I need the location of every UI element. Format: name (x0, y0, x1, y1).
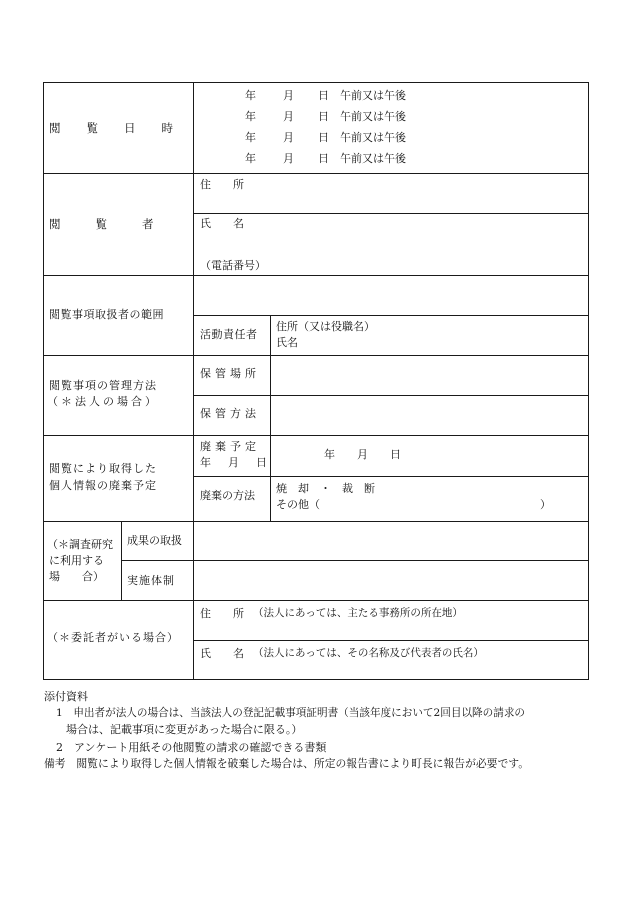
row-divider-handler-top (193, 315, 589, 316)
viewing-datetime-label: 閲 覧 日 時 (49, 121, 174, 135)
disposal-option-other: その他（ (276, 498, 320, 511)
row-divider-disposal-date (193, 476, 589, 477)
viewing-datetime-row (43, 110, 589, 130)
day-label: 日 (318, 110, 329, 123)
month-label: 月 (283, 89, 294, 102)
research-label-2: に利用する (49, 554, 104, 567)
day-label: 日 (318, 131, 329, 144)
consignor-address-label: 住 所 (200, 607, 244, 620)
am-pm-label: 午前又は午後 (340, 89, 406, 102)
storage-place-label: 保管場所 (200, 367, 260, 380)
year-label: 年 (245, 131, 256, 144)
attachment-item-2: 2 アンケート用紙その他閲覧の請求の確認できる書類 (56, 740, 327, 754)
form-border-top (43, 82, 589, 83)
responsible-address-label: 住所（又は役職名） (276, 320, 375, 333)
research-label: （＊調査研究 (47, 538, 113, 551)
viewing-datetime-row (43, 152, 589, 172)
row-divider-research-results (121, 560, 589, 561)
disposal-option-incinerate-shred: 焼 却 ・ 裁 断 (276, 482, 375, 495)
year-label: 年 (245, 152, 256, 165)
notes-section (44, 688, 604, 772)
implementation-structure-label: 実施体制 (127, 574, 175, 587)
disposal-option-other-close: ） (540, 498, 551, 511)
consignor-label: （＊委託者がいる場合） (47, 631, 179, 644)
year-label: 年 (245, 110, 256, 123)
viewer-address-label: 住 所 (200, 178, 244, 191)
disposal-date-text: 年 月 日 (324, 448, 401, 461)
month-label: 月 (283, 131, 294, 144)
attachment-item-1-continued: 場合は、記載事項に変更があった場合に限る。） (66, 723, 303, 737)
management-method-label: 閲覧事項の管理方法 (49, 379, 157, 392)
row-divider-handler (43, 355, 589, 356)
disposal-method-label: 廃棄の方法 (200, 489, 255, 502)
management-corporate-note: （＊法人の場合） (47, 395, 159, 408)
disposal-plan-label-2: 個人情報の廃棄予定 (49, 479, 157, 492)
year-label: 年 (245, 89, 256, 102)
month-label: 月 (283, 110, 294, 123)
scheduled-disposal-date-label: 年 月 日 (200, 456, 270, 469)
row-divider-management (43, 435, 589, 436)
viewer-name-label: 氏 名 (200, 217, 244, 230)
viewing-datetime-row (43, 89, 589, 109)
row-divider-disposal (43, 521, 589, 522)
remarks: 備考 閲覧により取得した個人情報を破棄した場合は、所定の報告書により町長に報告が必要です。 (44, 756, 529, 770)
row-divider-research (43, 600, 589, 601)
research-label-3: 場 合） (49, 570, 104, 583)
day-label: 日 (318, 89, 329, 102)
row-divider-storage (193, 395, 589, 396)
month-label: 月 (283, 152, 294, 165)
handler-scope-label: 閲覧事項取扱者の範囲 (49, 308, 164, 321)
row-divider-datetime (43, 173, 589, 174)
am-pm-label: 午前又は午後 (340, 152, 406, 165)
attachment-item-1: 1 申出者が法人の場合は、当該法人の登記記載事項証明書（当該年度において2回目以降の請求の (56, 707, 526, 720)
day-label: 日 (318, 152, 329, 165)
storage-method-label: 保管方法 (200, 407, 260, 420)
row-divider-viewer-address (193, 213, 589, 214)
consignor-name-note: （法人にあっては、その名称及び代表者の氏名） (253, 647, 484, 659)
row-divider-viewer (43, 275, 589, 276)
viewing-application-form (43, 82, 589, 680)
viewing-datetime-row (43, 131, 589, 151)
attachments-title: 添付資料 (44, 690, 88, 703)
responsible-name-label: 氏名 (276, 336, 298, 349)
viewer-phone-label: （電話番号） (200, 259, 266, 272)
form-border-bottom (43, 679, 589, 680)
disposal-plan-label: 閲覧により取得した (49, 462, 157, 475)
consignor-address-note: （法人にあっては、主たる事務所の所在地） (253, 607, 463, 619)
viewer-label: 閲 覧 者 (49, 217, 158, 231)
am-pm-label: 午前又は午後 (340, 110, 406, 123)
row-divider-consignor (193, 640, 589, 641)
am-pm-label: 午前又は午後 (340, 131, 406, 144)
responsible-person-label: 活動責任者 (200, 328, 258, 341)
scheduled-disposal-label: 廃棄予定 (200, 440, 260, 453)
sub-label-column-divider (270, 315, 271, 521)
consignor-name-label: 氏 名 (200, 647, 244, 660)
results-handling-label: 成果の取扱 (127, 534, 182, 547)
